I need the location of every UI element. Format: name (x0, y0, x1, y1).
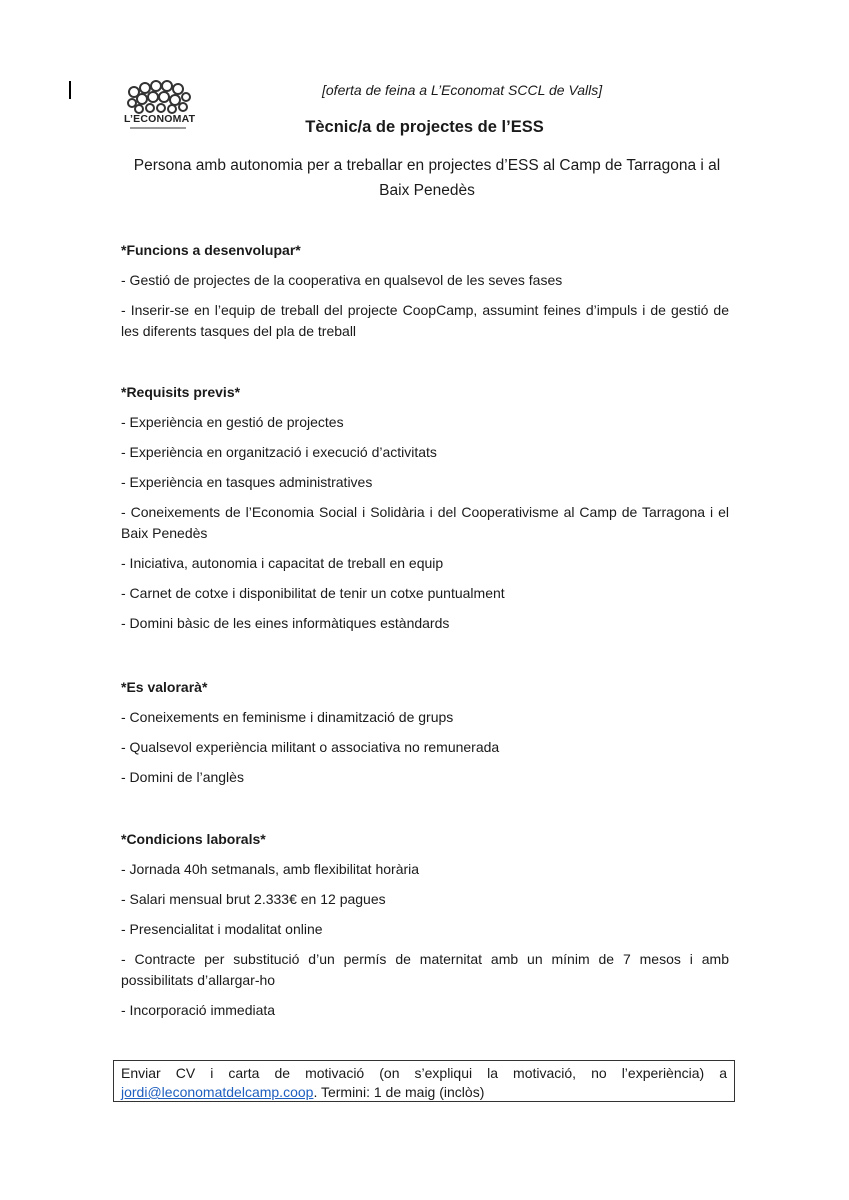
list-item: - Qualsevol experiència militant o associativa no remunerada (121, 739, 500, 755)
list-item: - Iniciativa, autonomia i capacitat de treball en equip (121, 555, 444, 571)
list-item: - Incorporació immediata (121, 1002, 276, 1018)
section-heading: *Es valorarà* (121, 679, 208, 695)
list-item: - Carnet de cotxe i disponibilitat de tenir un cotxe puntualment (121, 585, 505, 601)
page-title: Tècnic/a de projectes de l’ESS (305, 118, 544, 136)
text-cursor (69, 81, 71, 99)
section-heading: *Condicions laborals* (121, 831, 266, 847)
application-box (113, 1060, 735, 1102)
list-item: - Salari mensual brut 2.333€ en 12 pagues (121, 891, 386, 907)
list-item: - Gestió de projectes de la cooperativa en qualsevol de les seves fases (121, 272, 563, 288)
hexagon-pattern-icon (124, 78, 192, 114)
logo-text: L’ECONOMAT (124, 113, 196, 125)
section-heading: *Requisits previs* (121, 384, 241, 400)
list-item: - Domini de l’anglès (121, 769, 244, 785)
list-item: - Experiència en tasques administratives (121, 474, 373, 490)
list-item: - Inserir-se en l’equip de treball del projecte CoopCamp, assumint feines d’impuls i de gestió de les diferents tasques del pla de treball (121, 302, 729, 339)
list-item: - Coneixements en feminisme i dinamització de grups (121, 709, 454, 725)
deadline-text: . Termini: 1 de maig (inclòs) (313, 1084, 485, 1100)
list-item: - Contracte per substitució d’un permís de maternitat amb un mínim de 7 mesos i amb possibilitats d’allargar-ho (121, 951, 729, 988)
list-item: - Experiència en gestió de projectes (121, 414, 344, 430)
section-condicions (121, 828, 729, 1021)
list-item: - Presencialitat i modalitat online (121, 921, 323, 937)
list-item: - Jornada 40h setmanals, amb flexibilitat horària (121, 861, 420, 877)
page-subtitle: Persona amb autonomia per a treballar en projectes d’ESS al Camp de Tarragona i al Baix Penedès (133, 157, 721, 199)
email-link[interactable]: jordi@leconomatdelcamp.coop (121, 1084, 314, 1100)
section-valorara (121, 676, 729, 788)
application-text: Enviar CV i carta de motivació (on s’expliqui la motivació, no l’experiència) a (121, 1065, 727, 1081)
section-heading: *Funcions a desenvolupar* (121, 242, 301, 258)
section-funcions (121, 239, 729, 342)
list-item: - Experiència en organització i execució d’activitats (121, 444, 437, 460)
job-offer-note: [oferta de feina a L’Economat SCCL de Valls] (322, 82, 603, 98)
list-item: - Domini bàsic de les eines informàtiques estàndards (121, 615, 450, 631)
section-requisits (121, 381, 729, 634)
list-item: - Coneixements de l’Economia Social i Solidària i del Cooperativisme al Camp de Tarragona i el Baix Penedès (121, 504, 729, 541)
